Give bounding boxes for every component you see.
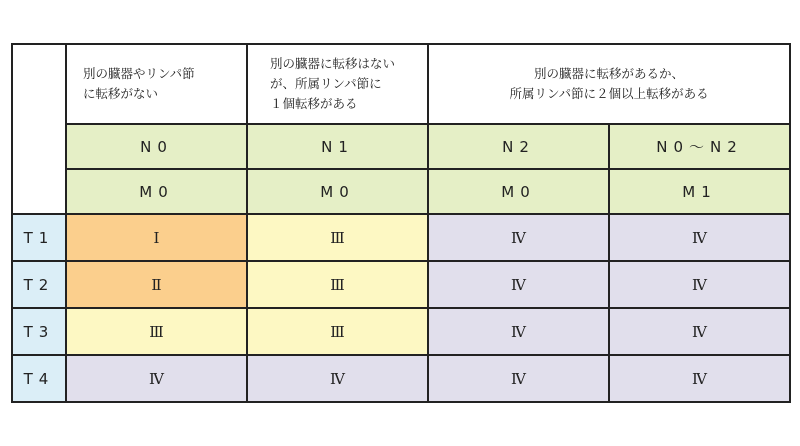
stage-cell: Ⅳ — [428, 355, 609, 402]
table-row-t3 — [12, 308, 790, 355]
stage-cell: Ⅲ — [247, 214, 428, 261]
header-line: 所属リンパ節に２個以上転移がある — [509, 86, 709, 101]
table-row-t1 — [12, 214, 790, 261]
stage-cell: Ⅲ — [247, 261, 428, 308]
corner-cell — [12, 44, 66, 214]
n-category-row — [12, 124, 790, 169]
n-category-cell: N0〜N2 — [609, 124, 790, 169]
t-category-label: T1 — [12, 214, 66, 261]
stage-cell: Ⅱ — [66, 261, 247, 308]
n-category-cell: N2 — [428, 124, 609, 169]
stage-cell: Ⅳ — [609, 261, 790, 308]
tnm-staging-table — [11, 43, 791, 403]
stage-cell: Ⅳ — [428, 261, 609, 308]
stage-cell: Ⅳ — [609, 355, 790, 402]
header-line: 別の臓器に転移があるか、 — [534, 66, 685, 81]
stage-cell: Ⅰ — [66, 214, 247, 261]
header-one-node — [247, 44, 428, 124]
stage-cell: Ⅳ — [247, 355, 428, 402]
m-category-cell: M0 — [428, 169, 609, 214]
n-category-cell: N0 — [66, 124, 247, 169]
t-category-label: T3 — [12, 308, 66, 355]
header-line: が、所属リンパ節に — [270, 76, 382, 91]
header-line: 別の臓器に転移はない — [270, 56, 396, 71]
table-row-t4 — [12, 355, 790, 402]
n-category-cell: N1 — [247, 124, 428, 169]
m-category-row — [12, 169, 790, 214]
table-row-t2 — [12, 261, 790, 308]
stage-cell: Ⅳ — [428, 214, 609, 261]
header-no-metastasis — [66, 44, 247, 124]
stage-cell: Ⅲ — [66, 308, 247, 355]
header-line: に転移がない — [83, 86, 159, 101]
stage-cell: Ⅳ — [609, 214, 790, 261]
t-category-label: T4 — [12, 355, 66, 402]
m-category-cell: M0 — [247, 169, 428, 214]
header-distant-or-multiple — [428, 44, 790, 124]
stage-cell: Ⅳ — [428, 308, 609, 355]
description-row — [12, 44, 790, 124]
stage-cell: Ⅲ — [247, 308, 428, 355]
m-category-cell: M1 — [609, 169, 790, 214]
header-line: 別の臓器やリンパ節 — [83, 66, 195, 81]
header-line: １個転移がある — [270, 96, 358, 111]
t-category-label: T2 — [12, 261, 66, 308]
stage-cell: Ⅳ — [609, 308, 790, 355]
stage-cell: Ⅳ — [66, 355, 247, 402]
m-category-cell: M0 — [66, 169, 247, 214]
